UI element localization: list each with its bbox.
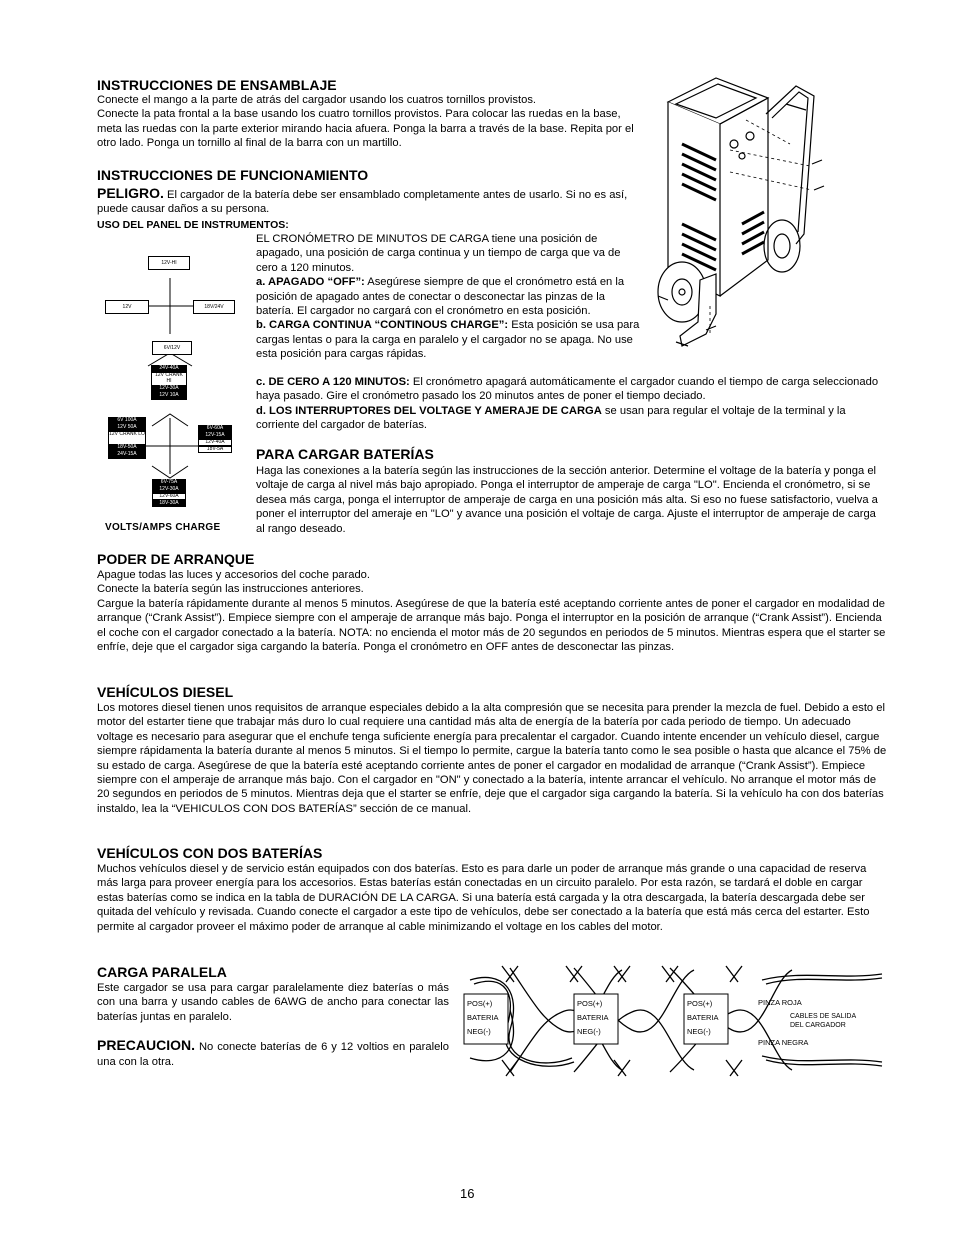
stack-item: 6V-60A xyxy=(198,425,232,433)
dual-text: Muchos vehículos diesel y de servicio están equipados con dos baterías. Esto es para darle un poder de arranque más grande o una capacidad de reserva más larga para proveer energía para los accesorios. Estas baterías están conectadas en un circuito paralelo. Por esta razón, se tardará el doble en cargar estas baterías como se indica en la tabla de DURACIÓN DE LA CARGA. Si una batería está cargada y la otra descargada, la batería descargada debe ser quitada del vehículo y revisada. Cuando conecte el cargador a este tipo de vehículos, debe ser conectado a la batería que está más cerca del estarter. Esto permite al cargador proveer el máximo poder de arranque al cable minimizando el voltage en los cables del motor. xyxy=(97,863,870,933)
timer-column-wide xyxy=(256,375,886,433)
starting-line-2: Conecte la batería según las instrucciones anteriores. xyxy=(97,583,364,596)
stack-item: 24V-15A xyxy=(108,451,146,459)
stack-item: 12V 50A xyxy=(108,424,146,432)
black-clamp-label: PINZA NEGRA xyxy=(758,1038,809,1047)
diesel-heading: VEHÍCULOS DIESEL xyxy=(97,684,234,700)
charger-illustration xyxy=(646,74,836,354)
danger-label: PELIGRO. xyxy=(97,185,164,201)
stack-item: 12V-30A xyxy=(151,385,187,393)
option-a xyxy=(256,275,640,318)
option-b xyxy=(256,318,640,361)
red-clamp-label: PINZA ROJA xyxy=(758,998,802,1007)
battery-neg-label: NEG(-) xyxy=(687,1027,711,1036)
stack-item: 12V-60A xyxy=(152,493,186,501)
left-amp-stack xyxy=(108,418,146,459)
dual-heading: VEHÍCULOS CON DOS BATERÍAS xyxy=(97,845,323,861)
battery-pos-label: POS(+) xyxy=(577,999,603,1008)
charging-text: Haga las conexiones a la batería según las instrucciones de la sección anterior. Determine el voltage de la batería y ponga el voltaje de carga al nivel más bajo apropiado. Ponga el interruptor de amperaje de carga "LO". Encienda el cronómetro, si se desea más carga, ponga el interruptor de amperaje de carga en una posición más alta. Si eso no fuese satisfactorio, vuelva a poner el interruptor del ameraje en "LO" y avance una posición el voltaje de carga. Ajuste el interruptor de amperaje de carga al rango deseado. xyxy=(256,465,878,535)
stack-item: 12V-30A xyxy=(152,486,186,494)
option-c xyxy=(256,375,886,404)
assembly-section xyxy=(97,77,642,151)
starting-line-1: Apague todas las luces y accesorios del coche parado. xyxy=(97,569,371,581)
stack-item: 12V-40A xyxy=(198,439,232,447)
parallel-text: Este cargador se usa para cargar paralelamente diez baterías o más con una barra y usando cables de 6AWG de ancho para conectar las baterías juntas en paralelo. xyxy=(97,982,449,1023)
option-c-text: El cronómetro apagará automáticamente el cargador cuando el tiempo de carga seleccionado haya pasado. Gire el cronómetro pasado los 20 minutos antes de poner el tiempo deciado. xyxy=(256,376,879,403)
battery-name-label: BATERIA xyxy=(577,1013,609,1022)
starting-section xyxy=(97,551,887,654)
danger-text: El cargador de la batería debe ser ensamblado completamente antes de usarlo. Si no es así, puede causar daños a su persona. xyxy=(97,189,628,216)
dual-section xyxy=(97,845,887,934)
diesel-section xyxy=(97,684,887,816)
operation-heading: INSTRUCCIONES DE FUNCIONAMIENTO xyxy=(97,167,369,183)
charger-drawing xyxy=(646,74,836,354)
switch-18v-24v: 18V/24V xyxy=(193,300,235,314)
switch-6v-12v: 6V/12V xyxy=(152,341,192,355)
output-cables-label-1: CABLES DE SALIDA xyxy=(790,1013,857,1020)
operation-section xyxy=(97,167,642,232)
caution-label: PRECAUCION. xyxy=(97,1037,196,1054)
control-panel-diagram xyxy=(100,250,245,540)
battery-neg-label: NEG(-) xyxy=(467,1027,491,1036)
option-a-text: Asegúrese siempre de que el cronómetro está en la posición de apagado antes de conectar o desconectar las pinzas de la batería. El cargador no cargará con el cronómetro en esta posición. xyxy=(256,276,625,318)
charging-section xyxy=(256,446,886,536)
option-d-label: d. LOS INTERRUPTORES DEL VOLTAGE Y AMERAJE DE CARGA xyxy=(256,404,602,417)
stack-item: 18V-5A xyxy=(198,446,232,454)
lower-amp-stack xyxy=(152,480,186,507)
stack-item: 6V-75A xyxy=(152,479,186,487)
page-number: 16 xyxy=(460,1186,475,1201)
caution-paragraph xyxy=(97,1038,449,1069)
stack-item: 12V CRANK LO xyxy=(108,431,146,445)
switch-12v-hi: 12V-HI xyxy=(148,256,190,270)
option-b-text: Esta posición se usa para cargas lentas o para la carga en paralelo y el cargador no se apaga. No use esta posición para cargas rápidas. xyxy=(256,319,640,361)
right-amp-stack xyxy=(198,426,232,453)
parallel-diagram xyxy=(462,960,892,1078)
parallel-wiring xyxy=(462,960,892,1078)
option-a-label: a. APAGADO “OFF”: xyxy=(256,276,365,289)
switch-12v: 12V xyxy=(105,300,149,314)
stack-item: 6V 100A xyxy=(108,417,146,425)
panel-caption: VOLTS/AMPS CHARGE xyxy=(105,522,221,533)
danger-paragraph xyxy=(97,186,642,217)
upper-amp-stack xyxy=(151,366,187,400)
assembly-line-2: Conecte la pata frontal a la base usando los cuatro tornillos provistos. Para colocar las ruedas en la base, meta las ruedas con la parte exterior mirando hacia afuera. Ponga la barra a través de la base. Repita por el otro lado. Ponga un tornillo al final de la barra con un martillo. xyxy=(97,108,634,150)
starting-heading: PODER DE ARRANQUE xyxy=(97,551,255,567)
stack-item: 12V-15A xyxy=(198,432,232,440)
stack-item: 12V 10A xyxy=(151,392,187,400)
panel-heading: USO DEL PANEL DE INSTRUMENTOS: xyxy=(97,218,289,231)
assembly-heading: INSTRUCCIONES DE ENSAMBLAJE xyxy=(97,77,337,93)
output-cables-label-2: DEL CARGADOR xyxy=(790,1022,846,1029)
stack-item: 24V-40A xyxy=(151,365,187,373)
battery-name-label: BATERIA xyxy=(467,1013,499,1022)
battery-pos-label: POS(+) xyxy=(467,999,493,1008)
option-d xyxy=(256,404,886,433)
stack-item: 12V CRANK HI xyxy=(151,372,187,386)
parallel-heading: CARGA PARALELA xyxy=(97,964,227,980)
option-c-label: c. DE CERO A 120 MINUTOS: xyxy=(256,376,410,388)
assembly-line-1: Conecte el mango a la parte de atrás del cargador usando los cuatros tornillos provistos. xyxy=(97,94,537,106)
diesel-text: Los motores diesel tienen unos requisitos de arranque especiales debido a la alta compresión que se necesita para prender la mezcla de fuel. Debido a esto el motor del estarter tiene que trabajar más duro lo cual requiere una cantidad más alta de energía de la batería por cada periodo de tiempo. Un adecuado voltage es necesario para asegurar que el enchufe tenga suficiente energía para precalentar el cargador. Cuando intente encender un vehículo diesel, cargue siempre rápidamenta la batería durante al menos 5 minutos. Si el tiempo lo permite, cargue la batería tanto como le sea posible o hasta que alcance el 75% de su estado de carga. Asegúrese de que la batería esté aceptando corriente antes de poner el cargador en modalidad de arranque (“Crank Assist”). Empiece siempre con el amperaje de arranque más bajo. Con el cargador en "ON" y conectado a la batería, intente arrancar el vehículo. No arranque el motor más de 20 segundos en periodos de 5 minutos. Mientras deja que el starter se enfríe, deje que el cargador siga cargando la batería. Si la vehículo ha con dos baterías instaldo, lea la “VEHICULOS CON DOS BATERÍAS” sección de ce manual. xyxy=(97,702,887,815)
stack-item: 18V-50A xyxy=(108,444,146,452)
stack-item: 18V-30A xyxy=(152,500,186,508)
option-d-text: se usan para regular el voltaje de la terminal y la corriente del cargador de baterías. xyxy=(256,404,846,432)
battery-pos-label: POS(+) xyxy=(687,999,713,1008)
timer-column xyxy=(256,232,640,362)
parallel-section xyxy=(97,964,449,1069)
caution-text: No conecte baterías de 6 y 12 voltios en paralelo una con la otra. xyxy=(97,1041,449,1068)
battery-neg-label: NEG(-) xyxy=(577,1027,601,1036)
timer-intro: EL CRONÓMETRO DE MINUTOS DE CARGA tiene una posición de apagado, una posición de carga continua y un tiempo de carga que va de cero a 120 minutos. xyxy=(256,233,621,274)
charging-heading: PARA CARGAR BATERÍAS xyxy=(256,446,434,462)
starting-line-3: Cargue la batería rápidamente durante al menos 5 minutos. Asegúrese de que la batería esté aceptando corriente antes de poner el cargador en modalidad de arranque (“Crank Assist”). Empiece siempre con el amperaje de arranque más bajo. Ponga el interruptor en la posición de arranque (“Crank Assist”). Encienda el coche con el cargador conectado a la batería. NOTA: no encienda el motor más de 20 segundos en periodos de 5 minutos. Mientras espera que el starter se enfríe, deje que el cargador siga cargando la batería. Ponga el cronómetro en OFF antes de desconectar las pinzas. xyxy=(97,597,886,654)
battery-name-label: BATERIA xyxy=(687,1013,719,1022)
option-b-label: b. CARGA CONTINUA “CONTINOUS CHARGE”: xyxy=(256,319,509,332)
